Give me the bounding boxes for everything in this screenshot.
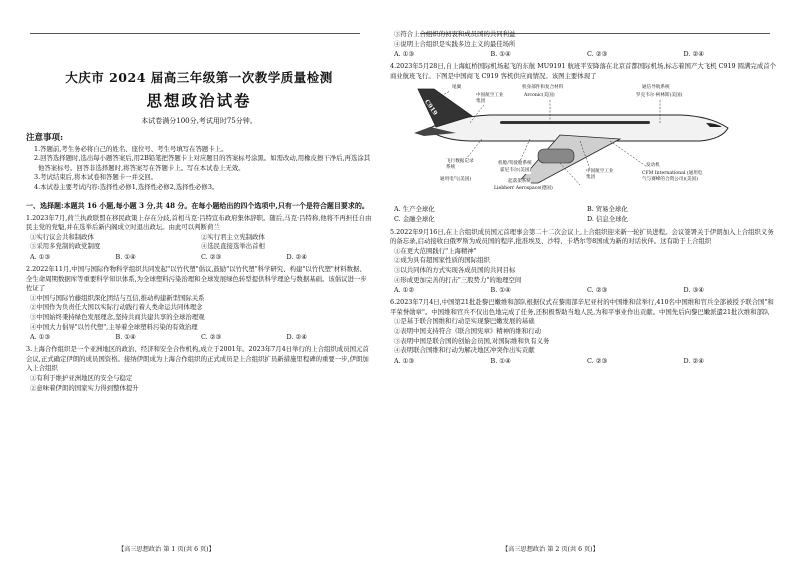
option: ①是基于联合国维和行动是实现黎巴嫩发展的基础	[394, 317, 535, 326]
question-5-choices	[390, 285, 780, 295]
choice: B. ①④	[115, 333, 136, 342]
question-2-choices	[26, 332, 372, 342]
question-4-stem: 4.2023年5月28日,自上海虹桥国际机场起飞的东航 MU9191 航班平安降落在北京首都国际机场,标志着国产大飞机 C919 圆满完成首个商业航班飞行。下图是中国商飞 C919 客机供应商情况。该图主要体现了	[390, 62, 776, 80]
notice-item: 3.考试结束后,将本试卷和答题卡一并交回。	[34, 173, 158, 182]
page-footer-right: 【高三思想政治 第 2 页(共 6 页)】	[502, 546, 599, 553]
choice: D. ②④	[286, 253, 307, 261]
choice: C. ②③	[201, 253, 222, 261]
option: ①有利于维护亚洲地区的安全与稳定	[30, 373, 133, 382]
choice: C. ②③	[201, 333, 222, 342]
figure-label: 通用电气(美国)	[440, 177, 472, 183]
question-1-choices	[26, 252, 372, 262]
question-6-choices	[390, 356, 780, 366]
choice: D. ②④	[286, 333, 307, 342]
option: ②表明中国支持符合《联合国宪章》精神的维和行动	[394, 326, 541, 335]
choice: A. ①③	[30, 333, 51, 342]
exam-info: 本试卷满分100分,考试用时75分钟。	[141, 117, 257, 125]
option: ③符合上合组织的初衷和成员国的共同利益	[394, 30, 516, 38]
question-5-stem: 5.2022年9月16日,在上合组织成员国元首理事会第二十二次会议上,上合组织迎来新一轮扩员进程。会议签署关于伊朗加入上合组织义务的备忘录,启动接收白俄罗斯为成员国的程序,批准埃及、沙特、卡塔尔等8国成为新的对话伙伴。这有助于上合组织	[390, 227, 774, 246]
figure-label: 尾翼	[452, 85, 462, 91]
figure-label: Arconic(美国)	[524, 93, 555, 99]
page-right	[382, 0, 794, 561]
choice: B. ①④	[490, 50, 511, 59]
notice-item: 4.本试卷主要考试内容:选择性必修1,选择性必修2,选择性必修3。	[34, 182, 219, 191]
option: ③以共同体的方式实现各成员国的共同目标	[394, 265, 516, 274]
option: ④中国大力倡导"以竹代塑",主导着全球塑料污染的有效治理	[30, 322, 198, 331]
option: ④形成更加完善的打击"三股势力"的地理空间	[394, 275, 522, 284]
option: ①实行议会共和制政体	[30, 232, 94, 241]
choice: A. ①③	[394, 356, 415, 365]
question-4-options	[390, 205, 780, 224]
choice: D. ②④	[683, 356, 704, 365]
airplane-illustration	[410, 83, 740, 201]
choice: D. ③④	[683, 286, 704, 295]
question-6-stem: 6.2023年7月4日,中国第21批赴黎巴嫩维和部队根据仪式在黎南部辛尼亚村的中国维和营举行,410名中国维和官兵全部被授予联合国"和平荣誉勋章"。中国维和官兵不仅出色地完成了任务,还积极帮助当地人民,为和平事业作出贡献。中国先后向黎巴嫩派遣21批次维和部队	[390, 298, 774, 316]
plane-name-label: C919	[422, 98, 439, 118]
option: ④表明联合国维和行动为解决地区冲突作出实贡献	[394, 346, 535, 355]
section-heading: 一、选择题:本题共 16 小题,每小题 3 分,共 48 分。在每小题给出的四个选项中,只有一个是符合题目要求的。	[26, 201, 369, 211]
question-1-options	[26, 233, 372, 252]
choice: C. ②③	[587, 286, 608, 295]
option: ④说明上合组织是实践多边主义的最佳场所	[394, 39, 516, 48]
question-3-choices	[390, 49, 780, 59]
choice: A. ①③	[30, 253, 51, 261]
figure-label: 飞行数据记录系统	[446, 159, 476, 170]
option: A. 生产全球化	[394, 205, 435, 214]
option: ①在更大范围践行"上海精神"	[394, 246, 477, 255]
figure-label: Liebherr Aerospace(德国)	[494, 186, 553, 192]
figure-label: 机身部件和复合材料	[522, 85, 564, 91]
paper-title: 思想政治试卷	[146, 91, 252, 110]
option: D. 信息全球化	[587, 214, 628, 223]
option: B. 贸易全球化	[587, 205, 628, 214]
option: ②意味着伊朗的国家实力得到整体提升	[30, 383, 139, 392]
choice: B. ①④	[115, 253, 136, 261]
figure-label: 霍尼韦尔(美国)	[500, 168, 532, 174]
choice: C. ②③	[587, 50, 608, 59]
option: C. 金融全球化	[394, 214, 435, 223]
page-left	[0, 0, 380, 561]
option: ②实行君主立宪制政体	[201, 232, 265, 241]
figure-label: 中国航空工业集团	[586, 169, 616, 180]
notice-item: 1.答题前,考生务必将自己的姓名、座位号、考生号填写在答题卡上。	[34, 145, 228, 153]
question-3-stem: 3.上海合作组织是一个亚洲地区的政治、经济和安全合作机构,成立于2001年。2023年7月4日举行的上合组织成员国元首会议,正式确定伊朗的成员国资格。接纳伊朗成为上海合作组织的正式成员是上合组织扩员新措施里程碑的重要一步,伊朗加入上合组织	[26, 345, 369, 373]
figure-label: CFM International (通用电气与赛峰的合资公司)(美国)	[642, 171, 706, 182]
figure-label: 发动机	[646, 163, 660, 169]
option: ④选民直接选举出首相	[201, 242, 265, 251]
choice: A. ①②	[394, 286, 415, 295]
option: ③中国始终秉持绿色发展理念,坚持共商共建共享的全球治理观	[30, 312, 205, 321]
figure-label: 罗克韦尔·柯林斯(美国)	[636, 93, 683, 99]
question-2-stem: 2.2022年11月,中国与国际作物科学组织共同发起"以竹代塑"倡议,鼓励"以竹代塑"科学研究、构建"以竹代塑"材料数据、全生命周期数据库等重要科学知识体系,为全球塑料污染治理和全球发展绿色转型提供科学理论与数据基础。该倡议进一步佐证了	[26, 265, 367, 293]
option: ③表明中国是联合国的创始会员国,对国际维和负有义务	[394, 336, 550, 345]
exam-title: 大庆市 2024 届高三年级第一次教学质量检测	[65, 70, 333, 85]
figure-label: 通信导航系统	[642, 85, 670, 91]
choice: B. ①④	[490, 286, 511, 295]
figure-label: 起落架系统	[508, 179, 531, 185]
figure-label: 机舱/驾驶舱系统	[498, 161, 532, 167]
option: ②成为具有超国家性质的国际组织	[394, 256, 490, 265]
figure-label: 中国航空工业集团	[476, 93, 506, 104]
question-1-stem: 1.2023年7月,荷兰执政联盟在移民政策上存在分歧,首相马克·吕特宣布政府集体辞职。随后,马克·吕特称,他将不再担任自由民主党的党魁,并在选举后新内阁成立时退出政坛。由此可以判断荷兰	[26, 213, 372, 232]
notice-heading: 注意事项:	[26, 133, 64, 143]
page-footer-left: 【高三思想政治 第 1 页(共 6 页)】	[118, 546, 215, 553]
notice-item: 2.回答选择题时,选出每小题答案后,用2B铅笔把答题卡上对应题目的答案标号涂黑。如需改动,用橡皮擦干净后,再选涂其他答案标号。回答非选择题时,将答案写在答题卡上。写在本试卷上无效。	[34, 154, 371, 172]
option: ①中国与国际竹藤组织深化团结与互信,推动构建新型国际关系	[30, 293, 205, 302]
choice: A. ①③	[394, 50, 415, 59]
option: ②中国作为负责任大国以实际行动践行着人类命运共同体理念	[30, 303, 203, 312]
c919-supplier-figure	[410, 83, 740, 201]
option: ③采用多党制的政党制度	[30, 242, 101, 251]
choice: C. ②③	[587, 356, 608, 365]
choice: D. ②④	[683, 50, 704, 59]
choice: B. ①④	[490, 356, 511, 365]
